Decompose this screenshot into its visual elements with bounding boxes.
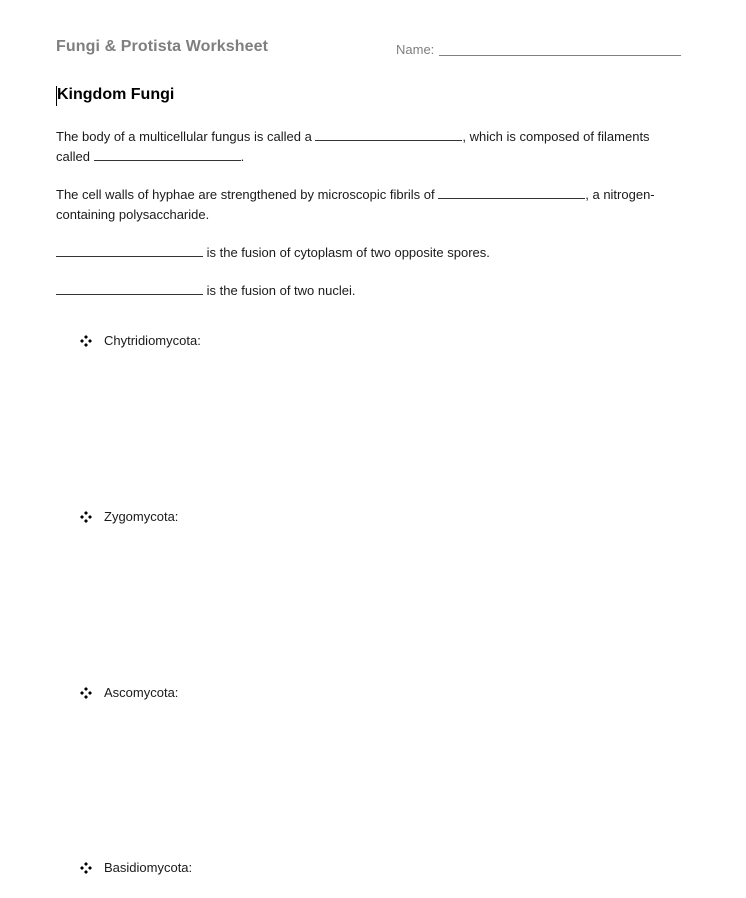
phylum-item-basidiomycota (80, 860, 192, 875)
answer-blank-5[interactable] (56, 281, 203, 295)
four-diamond-bullet-icon (80, 862, 92, 874)
question-2-text-after: , a nitrogen-containing polysaccharide. (56, 187, 655, 222)
answer-blank-1[interactable] (315, 127, 462, 141)
question-3 (56, 243, 676, 263)
phylum-label: Chytridiomycota: (104, 333, 201, 348)
phylum-label: Zygomycota: (104, 509, 179, 524)
phylum-label: Ascomycota: (104, 685, 179, 700)
question-2 (56, 185, 676, 225)
name-blank-line[interactable] (439, 55, 681, 56)
question-4 (56, 281, 676, 301)
four-diamond-bullet-icon (80, 335, 92, 347)
answer-blank-4[interactable] (56, 243, 203, 257)
question-1 (56, 127, 676, 167)
worksheet-title: Fungi & Protista Worksheet (56, 38, 269, 55)
name-label: Name: (396, 42, 435, 57)
answer-blank-2[interactable] (94, 147, 241, 161)
question-1-text-before: The body of a multicellular fungus is called a (56, 129, 316, 144)
answer-blank-3[interactable] (438, 185, 585, 199)
four-diamond-bullet-icon (80, 687, 92, 699)
phylum-label: Basidiomycota: (104, 860, 193, 875)
phylum-item-chytridiomycota (80, 333, 201, 348)
phylum-item-zygomycota (80, 509, 178, 524)
section-heading: Kingdom Fungi (57, 86, 175, 103)
four-diamond-bullet-icon (80, 511, 92, 523)
question-2-text-before: The cell walls of hyphae are strengthened by microscopic fibrils of (56, 187, 439, 202)
question-3-text-after: is the fusion of cytoplasm of two opposite spores. (203, 245, 490, 260)
question-1-text-middle: , which is composed of filaments called (56, 129, 650, 164)
question-1-text-after: . (240, 149, 245, 164)
phylum-item-ascomycota (80, 685, 178, 700)
question-4-text-after: is the fusion of two nuclei. (203, 283, 356, 298)
